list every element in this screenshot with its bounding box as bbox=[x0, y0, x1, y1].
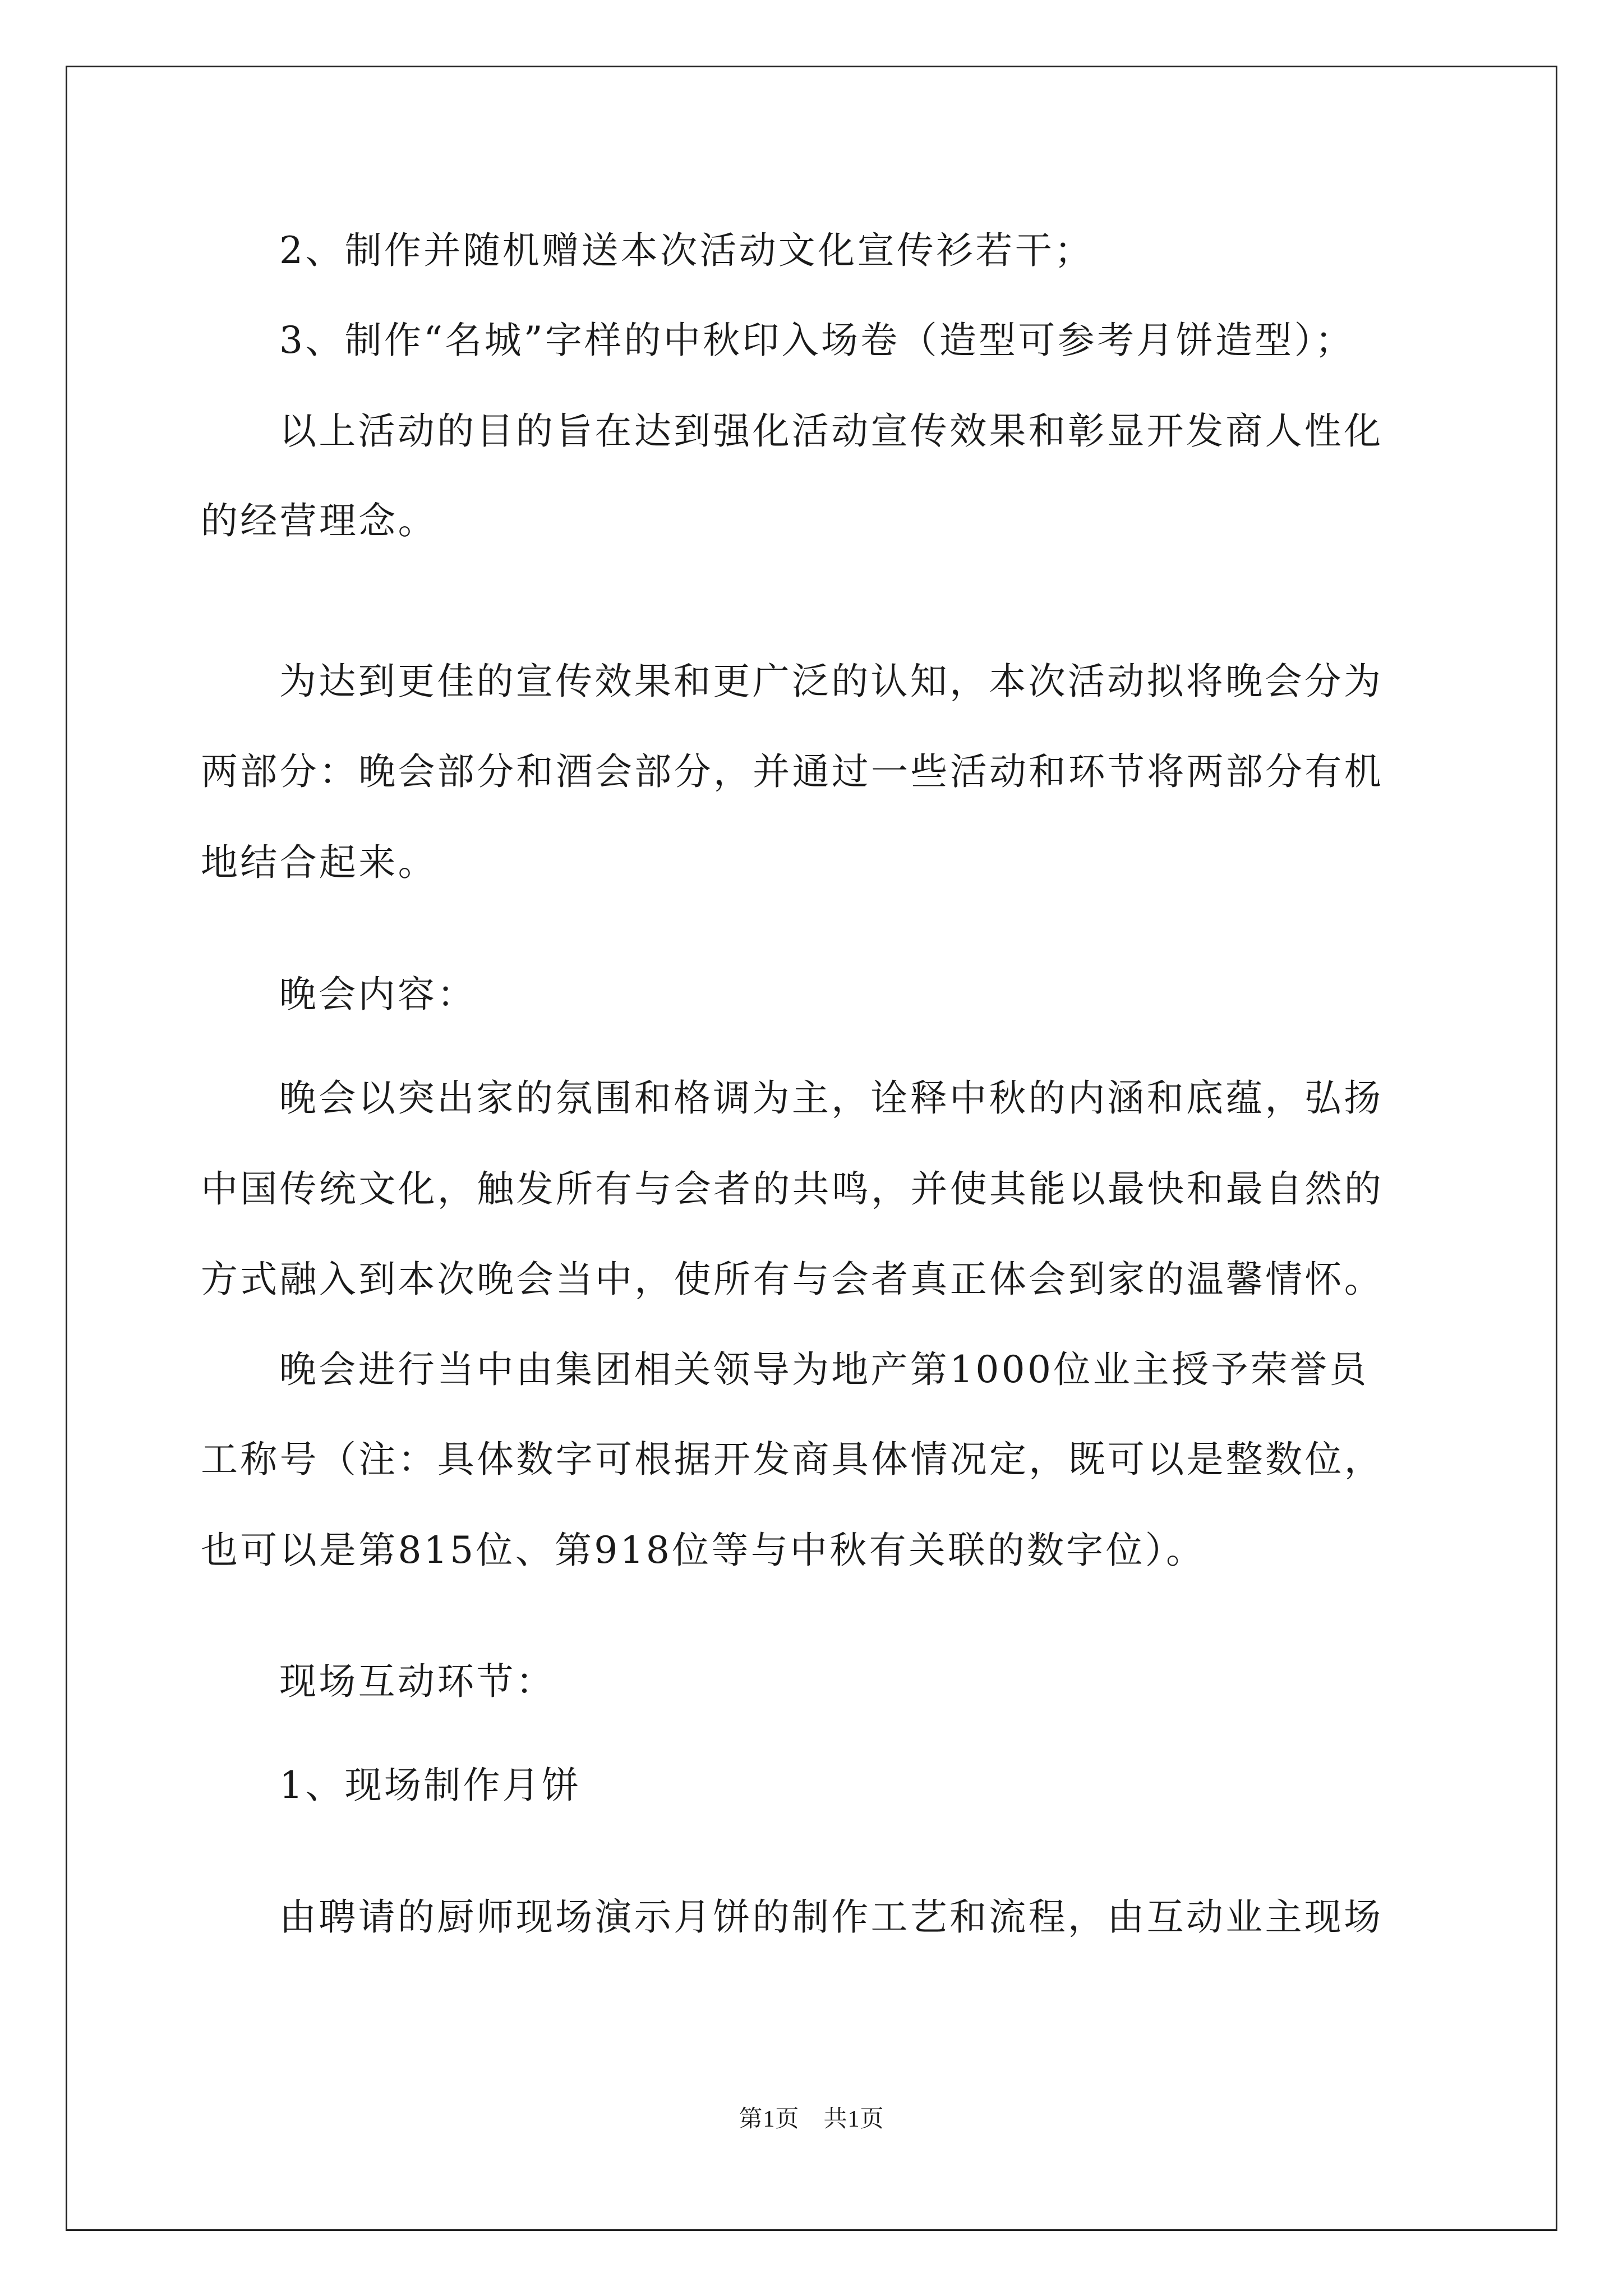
paragraph-line: 为达到更佳的宣传效果和更广泛的认知，本次活动拟将晚会分为 bbox=[279, 660, 1384, 703]
paragraph-line: 以上活动的目的旨在达到强化活动宣传效果和彰显开发商人性化 bbox=[279, 409, 1384, 453]
list-item: 1、现场制作月饼 bbox=[279, 1764, 582, 1807]
paragraph-line: 方式融入到本次晚会当中，使所有与会者真正体会到家的温馨情怀。 bbox=[201, 1258, 1384, 1301]
paragraph-line: 工称号（注：具体数字可根据开发商具体情况定，既可以是整数位， bbox=[201, 1438, 1384, 1481]
paragraph-line: 由聘请的厨师现场演示月饼的制作工艺和流程，由互动业主现场 bbox=[279, 1895, 1384, 1939]
paragraph-line: 也可以是第815位、第918位等与中秋有关联的数字位）。 bbox=[201, 1529, 1206, 1572]
paragraph-line: 2、制作并随机赠送本次活动文化宣传衫若干； bbox=[279, 229, 1094, 272]
paragraph-line: 晚会进行当中由集团相关领导为地产第1000位业主授予荣誉员 bbox=[279, 1348, 1369, 1391]
paragraph-line: 3、制作“名城”字样的中秋印入场卷（造型可参考月饼造型）； bbox=[279, 319, 1355, 362]
section-heading: 现场互动环节： bbox=[279, 1660, 556, 1703]
paragraph-line: 晚会以突出家的氛围和格调为主，诠释中秋的内涵和底蕴，弘扬 bbox=[279, 1076, 1384, 1120]
page-number-footer: 第1页 共1页 bbox=[739, 2106, 884, 2132]
paragraph-line: 中国传统文化，触发所有与会者的共鸣，并使其能以最快和最自然的 bbox=[201, 1167, 1384, 1211]
paragraph-line: 地结合起来。 bbox=[201, 841, 437, 884]
section-heading: 晚会内容： bbox=[279, 973, 477, 1016]
paragraph-line: 两部分：晚会部分和酒会部分，并通过一些活动和环节将两部分有机 bbox=[201, 750, 1384, 793]
paragraph-line: 的经营理念。 bbox=[201, 499, 437, 542]
